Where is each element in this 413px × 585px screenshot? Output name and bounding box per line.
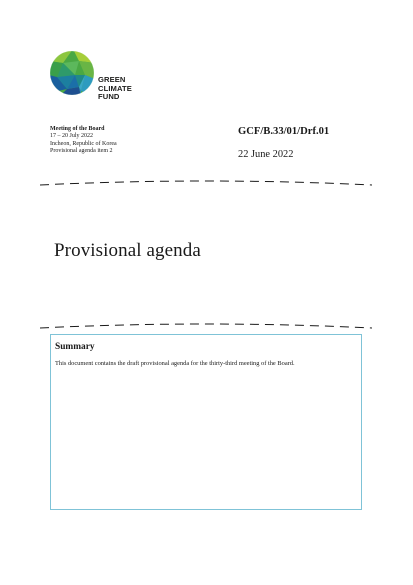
summary-text: This document contains the draft provisional agenda for the thirty-third meeting of the Board. <box>55 360 295 367</box>
document-date: 22 June 2022 <box>238 149 294 160</box>
meeting-agenda-item: Provisional agenda item 2 <box>50 148 113 155</box>
logo-line-1: GREEN <box>98 75 126 84</box>
meeting-location: Incheon, Republic of Korea <box>50 140 117 147</box>
gcf-logo-icon <box>49 49 95 97</box>
bottom-divider <box>40 317 372 325</box>
document-reference: GCF/B.33/01/Drf.01 <box>238 126 330 137</box>
meeting-heading: Meeting of the Board <box>50 126 105 132</box>
logo-line-2: CLIMATE <box>98 83 132 93</box>
summary-heading: Summary <box>55 342 95 352</box>
logo-line-3: FUND <box>98 92 120 102</box>
page-title: Provisional agenda <box>54 240 201 261</box>
logo-wordmark <box>98 76 158 102</box>
top-divider <box>40 174 372 182</box>
meeting-dates: 17 – 20 July 2022 <box>50 133 94 140</box>
meeting-info <box>50 126 200 156</box>
